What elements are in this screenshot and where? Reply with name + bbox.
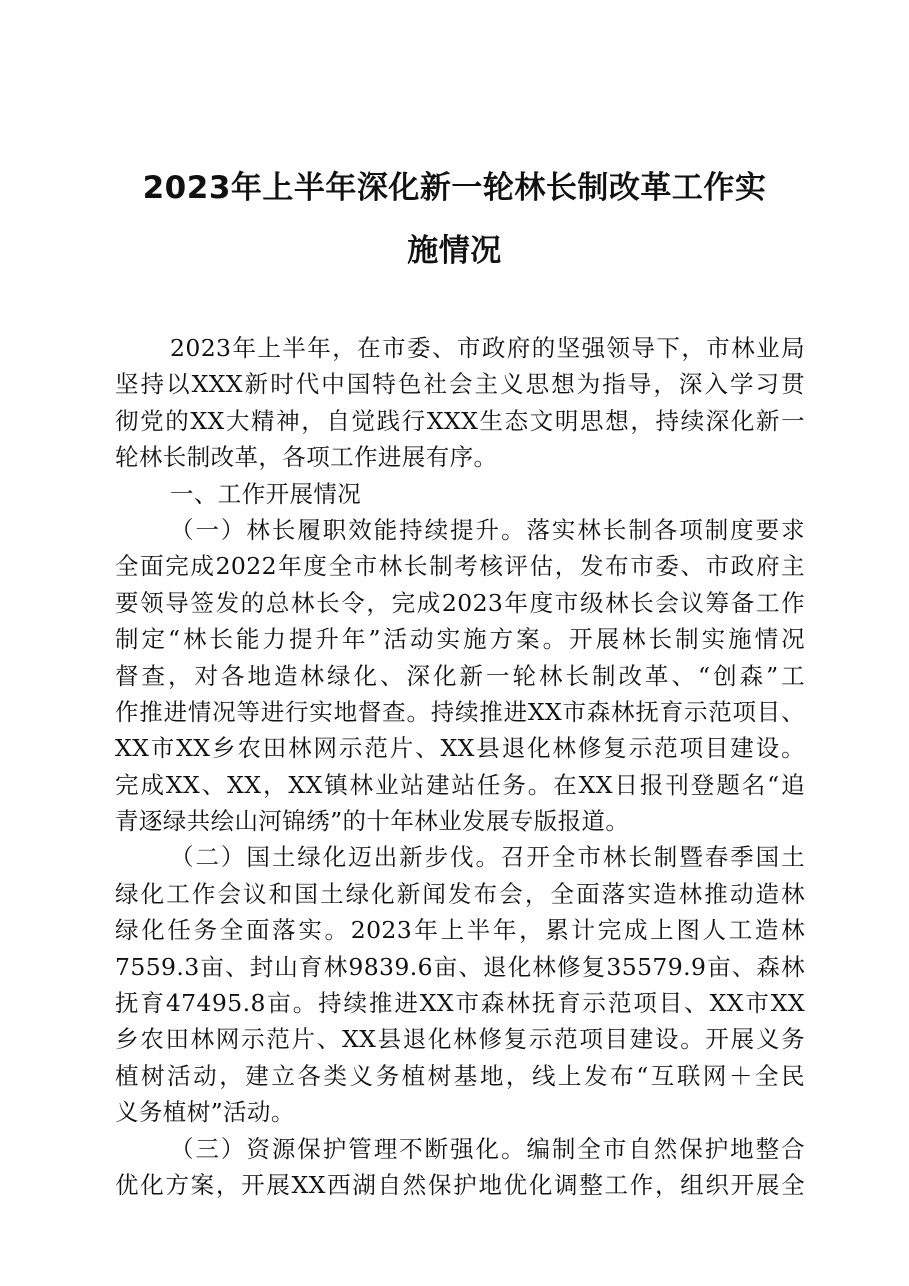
- body-line: （二）国土绿化迈出新步伐。召开全市林长制暨春季国土: [170, 843, 805, 872]
- body-line: 7559.3亩、封山育林9839.6亩、退化林修复35579.9亩、森林: [115, 952, 805, 981]
- body-line: 优化方案，开展XX西湖自然保护地优化调整工作，组织开展全: [115, 1170, 805, 1199]
- document-title-line-2: 施情况: [407, 233, 502, 269]
- section-heading: 一、工作开展情况: [170, 479, 362, 508]
- body-line: 制定“林长能力提升年”活动实施方案。开展林长制实施情况: [115, 625, 805, 654]
- body-line: 绿化任务全面落实。2023年上半年，累计完成上图人工造林: [115, 916, 805, 945]
- body-line: 坚持以XXX新时代中国特色社会主义思想为指导，深入学习贯: [115, 370, 805, 399]
- body-line: 乡农田林网示范片、XX县退化林修复示范项目建设。开展义务: [115, 1025, 805, 1054]
- document-body: [115, 330, 805, 1203]
- body-line: （三）资源保护管理不断强化。编制全市自然保护地整合: [170, 1134, 805, 1163]
- body-line: 彻党的XX大精神，自觉践行XXX生态文明思想，持续深化新一: [115, 406, 805, 435]
- body-line: 抚育47495.8亩。持续推进XX市森林抚育示范项目、XX市XX: [115, 989, 805, 1018]
- body-line: （一）林长履职效能持续提升。落实林长制各项制度要求: [170, 515, 805, 544]
- body-line: 2023年上半年，在市委、市政府的坚强领导下，市林业局: [170, 334, 805, 362]
- body-line: 全面完成2022年度全市林长制考核评估，发布市委、市政府主: [115, 552, 805, 581]
- body-line: 义务植树”活动。: [115, 1098, 295, 1127]
- body-line: 轮林长制改革，各项工作进展有序。: [115, 443, 498, 472]
- body-line: XX市XX乡农田林网示范片、XX县退化林修复示范项目建设。: [115, 734, 805, 763]
- body-line: 要领导签发的总林长令，完成2023年度市级林长会议筹备工作: [115, 588, 805, 617]
- body-line: 完成XX、XX，XX镇林业站建站任务。在XX日报刊登题名“追: [115, 770, 805, 799]
- body-line: 植树活动，建立各类义务植树基地，线上发布“互联网＋全民: [115, 1061, 805, 1090]
- body-line: 绿化工作会议和国土绿化新闻发布会，全面落实造林推动造林: [115, 879, 805, 908]
- body-line: 青逐绿共绘山河锦绣”的十年林业发展专版报道。: [115, 807, 630, 836]
- document-title-line-1: 2023年上半年深化新一轮林长制改革工作实: [142, 170, 767, 206]
- body-line: 督查，对各地造林绿化、深化新一轮林长制改革、“创森”工: [115, 661, 805, 690]
- body-line: 作推进情况等进行实地督查。持续推进XX市森林抚育示范项目、: [115, 697, 805, 726]
